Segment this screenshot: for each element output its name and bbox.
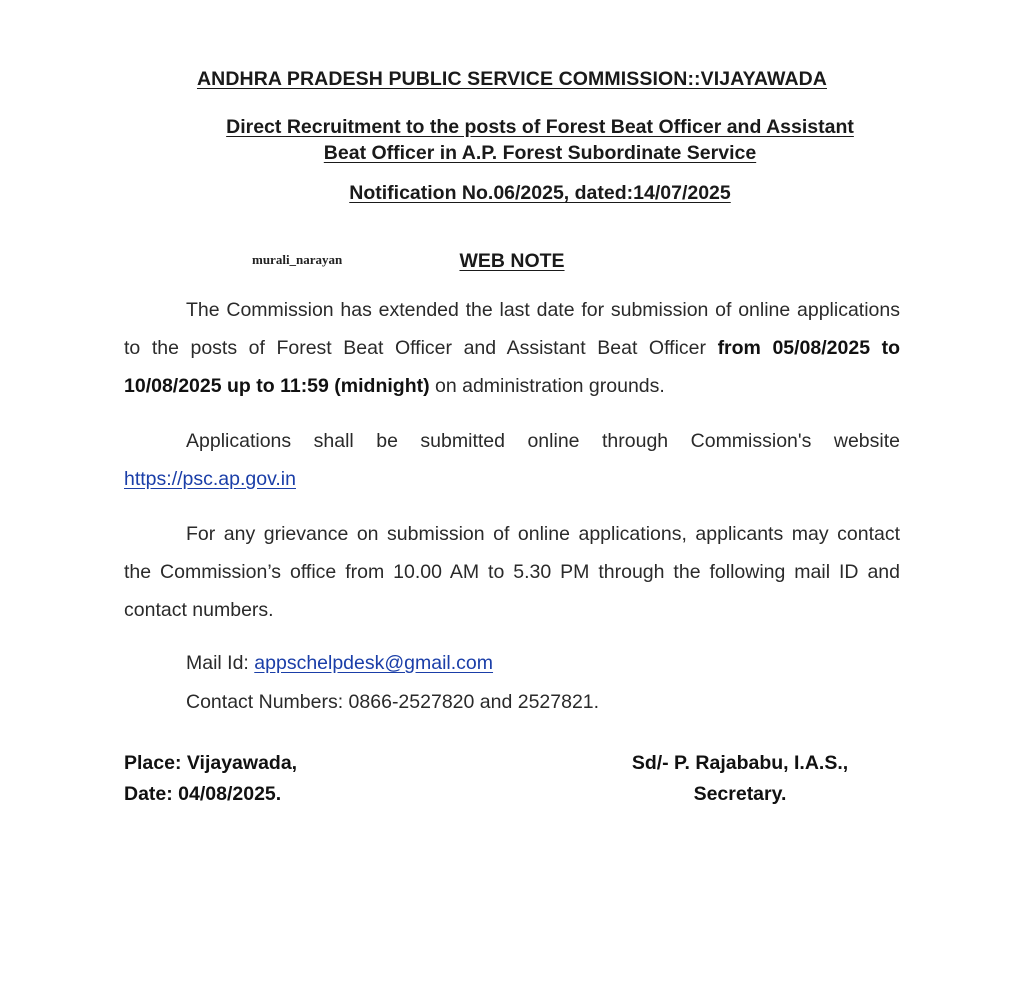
user-watermark: murali_narayan [252, 252, 343, 267]
extension-reason: on administration grounds. [429, 375, 665, 397]
extension-text: The Commission has extended the last date for submission of online applications to the posts of Forest Beat Officer and Assistant Beat Officer [124, 299, 900, 359]
date-text: Date: 04/08/2025. [124, 783, 282, 805]
application-paragraph [124, 422, 900, 498]
recruitment-subject [200, 114, 880, 166]
subject-line-2: Beat Officer in A.P. Forest Subordinate Service [323, 142, 757, 164]
grievance-text: For any grievance on submission of online applications, applicants may contact the Commission’s office from 10.00 AM to 5.30 PM through the following mail ID and contact numbers. [124, 523, 900, 621]
extension-dates: from 05/08/2025 to 10/08/2025 up to 11:59 (midnight) [124, 337, 901, 397]
place-date-block [124, 748, 297, 810]
email-link[interactable]: appschelpdesk@gmail.com [254, 652, 494, 674]
web-note-heading: WEB NOTE [459, 250, 565, 272]
website-link[interactable]: https://psc.ap.gov.in [124, 468, 296, 490]
contact-numbers: Contact Numbers: 0866-2527820 and 2527821. [186, 691, 600, 713]
signature-block [560, 748, 920, 810]
grievance-paragraph [124, 515, 900, 629]
extension-paragraph [124, 291, 900, 405]
signatory-name: Sd/- P. Rajababu, I.A.S., [631, 752, 849, 774]
notification-number: Notification No.06/2025, dated:14/07/2025 [349, 182, 731, 204]
application-text: Applications shall be submitted online through Commission's website [186, 430, 900, 452]
signatory-designation: Secretary. [693, 783, 787, 805]
place-text: Place: Vijayawada, [124, 752, 298, 774]
mail-label: Mail Id: [186, 652, 255, 674]
subject-line-1: Direct Recruitment to the posts of Forest Beat Officer and Assistant [226, 116, 854, 138]
mail-id-line [186, 652, 493, 675]
organization-title: ANDHRA PRADESH PUBLIC SERVICE COMMISSION::VIJAYAWADA [196, 68, 827, 90]
